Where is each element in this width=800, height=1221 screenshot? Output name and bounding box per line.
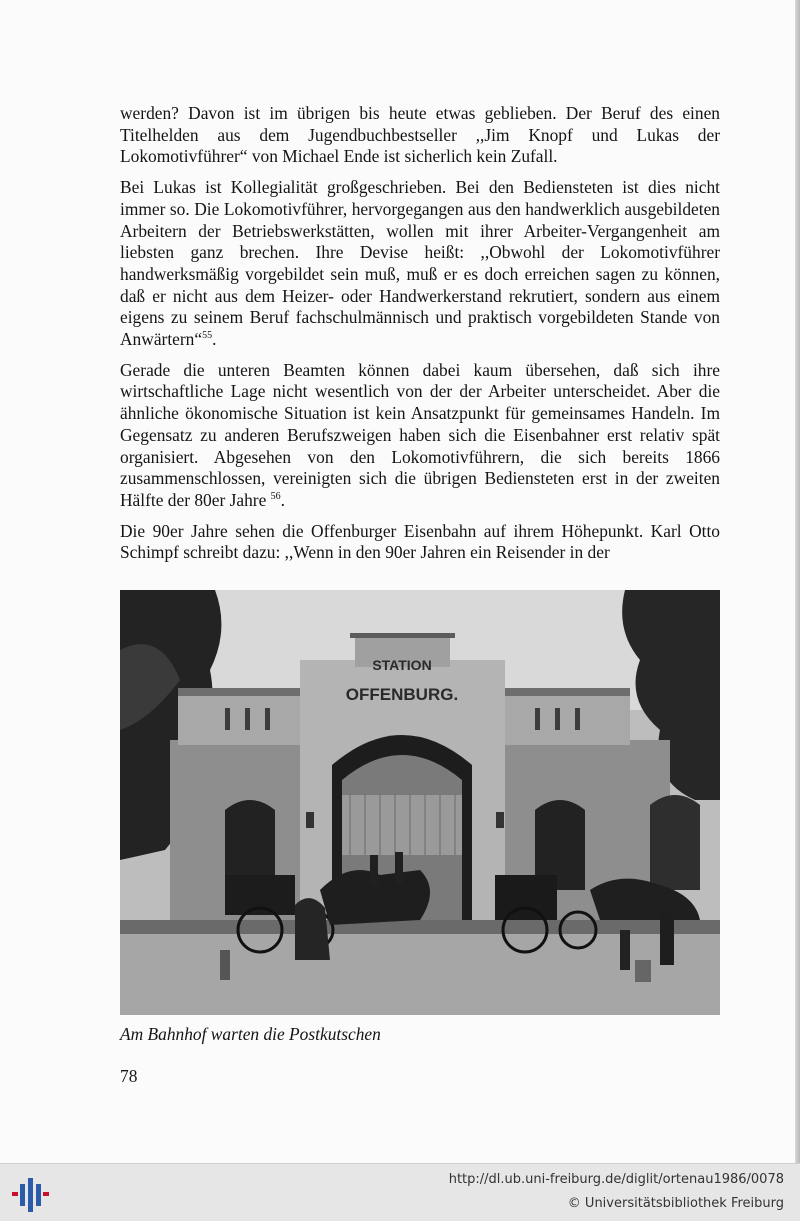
footnote-ref-56: 56	[270, 491, 281, 503]
figure-caption: Am Bahnhof warten die Postkutschen	[120, 1024, 381, 1044]
permalink-url[interactable]: http://dl.ub.uni-freiburg.de/diglit/ortenau1986/0078	[448, 1172, 784, 1187]
paragraph-1: werden? Davon ist im übrigen bis heute etwas geblieben. Der Beruf des einen Titelhelden aus dem Jugendbuchbestseller ,,Jim Knopf und Lukas der Lokomotivführer“ von Michael Ende ist sicherlich kein Zufall.	[120, 103, 720, 167]
sign-station-text: STATION	[372, 657, 432, 673]
paragraph-2: Bei Lukas ist Kollegialität großgeschrieben. Bei den Bediensteten ist dies nicht immer so. Die Lokomotivführer, hervorgegangen aus den handwerklich ausgebildeten Arbeitern der Betriebswerkstätten, wollen mit ihrer Arbeiter-Vergangenheit am liebsten ganz brechen. Ihre Devise heißt: ,,Obwohl der Lokomotivführer handwerksmäßig vorgebildet sein muß, muß er es doch erreichen sagen zu können, daß er nicht aus dem Heizer- oder Handwerkerstand rekrutiert, sondern aus einem eigens zu seinem Beruf fachschulmännisch und praktisch vorgebildeten Stande von Anwärtern“$^{55}$.	[120, 177, 720, 350]
station-photo	[120, 590, 720, 1015]
ub-freiburg-logo-icon	[10, 1174, 50, 1214]
body-text	[120, 103, 720, 573]
footnote-ref-55: 55	[202, 330, 213, 342]
viewer-footer	[0, 1163, 800, 1221]
sign-offenburg-text: OFFENBURG.	[345, 685, 459, 704]
page-edge	[795, 0, 800, 1163]
paragraph-4: Die 90er Jahre sehen die Offenburger Eisenbahn auf ihrem Höhepunkt. Karl Otto Schimpf schreibt dazu: ,,Wenn in den 90er Jahren ein Reisender in der	[120, 520, 720, 563]
page-number: 78	[120, 1066, 138, 1086]
paragraph-3: Gerade die unteren Beamten können dabei kaum übersehen, daß sich ihre wirtschaftliche Lage nicht wesentlich von der der Arbeiter unterscheidet. Aber die ähnliche ökonomische Situation ist kein Ansatzpunkt für gemeinsames Handeln. Im Gegensatz zu anderen Berufszweigen haben sich die Eisenbahner erst relativ spät organisiert. Abgesehen von den Lokomotivführern, die sich bereits 1866 zusammenschlossen, vereinigten sich die übrigen Bediensteten erst in der zweiten Hälfte der 80er Jahre $^{56}$.	[120, 359, 720, 510]
copyright-text: © Universitätsbibliothek Freiburg	[567, 1196, 784, 1211]
